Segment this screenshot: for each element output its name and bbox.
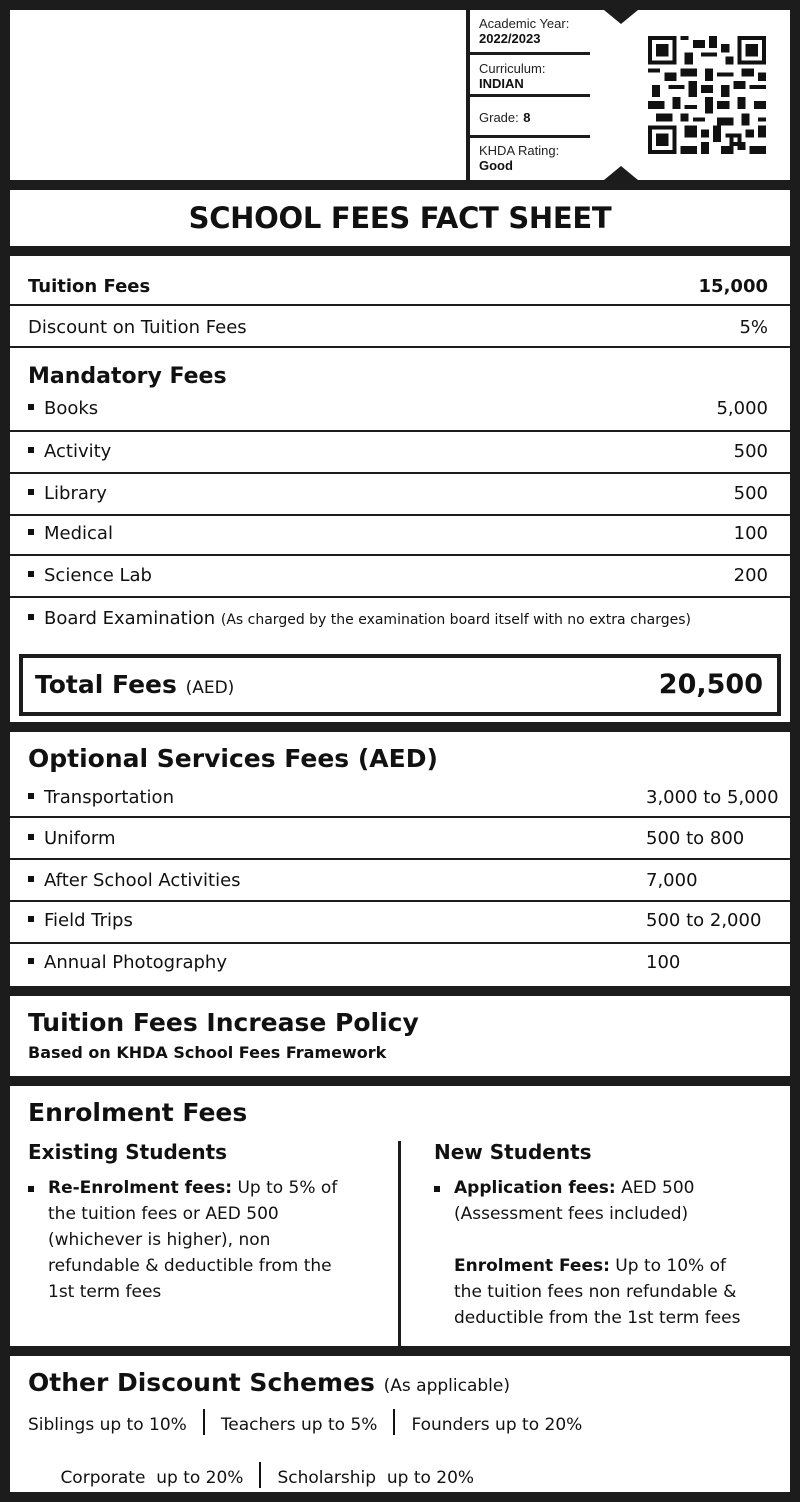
text-line: Up to 10% of [609, 1256, 726, 1276]
square-bullet-icon [28, 958, 34, 964]
qr-code-icon[interactable] [648, 36, 766, 154]
fee-label: Activity [44, 441, 112, 462]
fee-label: Books [44, 398, 99, 419]
service-label: Annual Photography [44, 952, 227, 973]
curriculum-label: Curriculum: [479, 61, 546, 76]
new-students-heading: New Students [434, 1140, 592, 1164]
service-value: 3,000 to 5,000 [646, 787, 779, 808]
total-value: 20,500 [658, 669, 763, 700]
separator [259, 1462, 261, 1488]
square-bullet-icon [28, 793, 34, 799]
text-line: the tuition fees or AED 500 [48, 1204, 279, 1224]
service-value: 100 [646, 952, 681, 973]
discount-value: 5% [739, 317, 768, 338]
service-value: 500 to 2,000 [646, 910, 762, 931]
new-students-text [454, 1175, 784, 1331]
grade-label: Grade: [479, 110, 519, 125]
square-bullet-icon [28, 447, 34, 453]
notch-top-icon [604, 10, 638, 24]
square-bullet-icon [28, 834, 34, 840]
fee-label: Medical [44, 523, 113, 544]
square-bullet-icon [28, 1186, 34, 1192]
enrolment-heading: Enrolment Fees [28, 1098, 248, 1127]
notch-bottom-icon [604, 166, 638, 180]
enrolment-panel [10, 1086, 790, 1346]
application-fees-label: Application fees: [454, 1178, 616, 1198]
square-bullet-icon [28, 489, 34, 495]
text-line: deductible from the 1st term fees [454, 1308, 741, 1328]
column-divider [398, 1141, 401, 1346]
total-label: Total Fees [35, 670, 177, 699]
square-bullet-icon [28, 916, 34, 922]
fee-label: Science Lab [44, 565, 152, 586]
discount-item: Teachers up to 5% [220, 1415, 378, 1435]
board-exam-note: (As charged by the examination board itself with no extra charges) [220, 612, 691, 628]
academic-year-label: Academic Year: [479, 16, 570, 31]
mandatory-row [10, 474, 790, 516]
title-panel [10, 190, 790, 246]
header-panel [10, 10, 790, 180]
optional-row [10, 902, 790, 944]
academic-year-value: 2022/2023 [479, 31, 541, 46]
divider [470, 94, 590, 97]
square-bullet-icon [28, 614, 34, 620]
discount-item: Scholarship up to 20% [277, 1468, 475, 1488]
mandatory-heading: Mandatory Fees [28, 364, 227, 389]
policy-subheading: Based on KHDA School Fees Framework [28, 1043, 387, 1062]
grade-value: 8 [523, 110, 531, 125]
tuition-value: 15,000 [698, 276, 768, 297]
service-label: Field Trips [44, 910, 133, 931]
square-bullet-icon [434, 1186, 440, 1192]
square-bullet-icon [28, 876, 34, 882]
existing-students-text [48, 1175, 388, 1305]
service-label: Transportation [44, 787, 174, 808]
meta-column [466, 10, 590, 180]
mandatory-row [10, 432, 790, 474]
service-value: 500 to 800 [646, 828, 745, 849]
service-label: After School Activities [44, 870, 241, 891]
total-fees-box [19, 654, 781, 716]
discount-line-2 [28, 1445, 474, 1502]
text-line: (Assessment fees included) [454, 1204, 689, 1224]
mandatory-row [10, 556, 790, 598]
service-value: 7,000 [646, 870, 698, 891]
text-line: (whichever is higher), non [48, 1230, 271, 1250]
discount-heading [28, 1368, 510, 1397]
divider [470, 135, 590, 138]
fee-value: 500 [733, 441, 768, 462]
square-bullet-icon [28, 571, 34, 577]
discount-line-1 [28, 1412, 582, 1438]
mandatory-row [10, 516, 790, 556]
fees-panel [10, 256, 790, 722]
re-enrolment-label: Re-Enrolment fees: [48, 1178, 233, 1198]
total-unit: (AED) [185, 678, 235, 698]
tuition-label: Tuition Fees [28, 276, 151, 297]
discount-label: Discount on Tuition Fees [28, 317, 247, 338]
discount-schemes-panel [10, 1356, 790, 1492]
square-bullet-icon [28, 529, 34, 535]
board-exam-row [10, 598, 790, 648]
separator [393, 1409, 395, 1435]
curriculum-value: INDIAN [479, 76, 524, 91]
service-label: Uniform [44, 828, 116, 849]
discount-row [10, 306, 790, 348]
fee-value: 200 [733, 565, 768, 586]
text-line: 1st term fees [48, 1282, 162, 1302]
enrolment-fees-label: Enrolment Fees: [454, 1256, 610, 1276]
optional-services-panel [10, 732, 790, 986]
board-exam-label: Board Examination [44, 608, 216, 629]
fee-value: 5,000 [716, 398, 768, 419]
fee-label: Library [44, 483, 107, 504]
discount-heading-note: (As applicable) [383, 1376, 510, 1396]
discount-heading-text: Other Discount Schemes [28, 1368, 375, 1397]
discount-item: Founders up to 20% [411, 1415, 583, 1435]
fee-value: 100 [733, 523, 768, 544]
fee-value: 500 [733, 483, 768, 504]
optional-row [10, 944, 790, 986]
discount-item: Siblings up to 10% [28, 1415, 187, 1435]
text-line: AED 500 [615, 1178, 695, 1198]
policy-heading: Tuition Fees Increase Policy [28, 1008, 419, 1037]
tuition-row [10, 256, 790, 306]
optional-row [10, 732, 790, 818]
separator [203, 1409, 205, 1435]
policy-panel [10, 996, 790, 1076]
optional-row [10, 818, 790, 860]
text-line: Up to 5% of [232, 1178, 338, 1198]
khda-rating-label: KHDA Rating: [479, 143, 560, 158]
text-line: refundable & deductible from the [48, 1256, 332, 1276]
mandatory-row [10, 348, 790, 432]
existing-students-heading: Existing Students [28, 1140, 228, 1164]
khda-rating-value: Good [479, 158, 513, 173]
page-title: SCHOOL FEES FACT SHEET [188, 201, 612, 235]
optional-row [10, 860, 790, 902]
discount-item: Corporate up to 20% [60, 1468, 244, 1488]
square-bullet-icon [28, 404, 34, 410]
divider [470, 52, 590, 55]
text-line: the tuition fees non refundable & [454, 1282, 737, 1302]
optional-heading: Optional Services Fees (AED) [28, 744, 438, 773]
